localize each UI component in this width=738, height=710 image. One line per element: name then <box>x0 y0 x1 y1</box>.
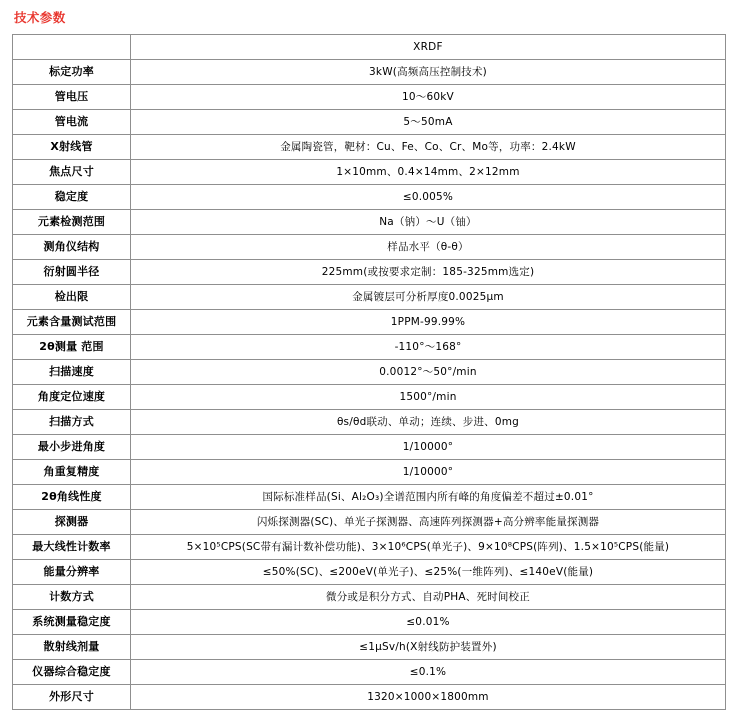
spec-value-cell: 1320×1000×1800mm <box>131 685 726 710</box>
table-row <box>13 260 726 285</box>
spec-label-cell: 能量分辨率 <box>13 560 131 585</box>
spec-label-cell: 仪器综合稳定度 <box>13 660 131 685</box>
spec-value-cell: 金属陶瓷管，靶材：Cu、Fe、Co、Cr、Mo等，功率：2.4kW <box>131 135 726 160</box>
table-row <box>13 60 726 85</box>
spec-label-cell: 外形尺寸 <box>13 685 131 710</box>
spec-label-cell: 管电流 <box>13 110 131 135</box>
table-row <box>13 660 726 685</box>
spec-label-cell: 角度定位速度 <box>13 385 131 410</box>
spec-label-cell: 扫描速度 <box>13 360 131 385</box>
spec-label-cell: 系统测量稳定度 <box>13 610 131 635</box>
spec-value-cell: 1/10000° <box>131 460 726 485</box>
spec-label-cell: 元素检测范围 <box>13 210 131 235</box>
spec-label-cell: 2θ测量 范围 <box>13 335 131 360</box>
spec-value-cell: 5×10⁵CPS(SC带有漏计数补偿功能)、3×10⁶CPS(单光子)、9×10⁸CPS(阵列)、1.5×10⁵CPS(能量) <box>131 535 726 560</box>
spec-value-cell: 3kW(高频高压控制技术) <box>131 60 726 85</box>
spec-value-cell: 5～50mA <box>131 110 726 135</box>
spec-value-cell: ≤0.01% <box>131 610 726 635</box>
table-row <box>13 510 726 535</box>
spec-value-cell: 1×10mm、0.4×14mm、2×12mm <box>131 160 726 185</box>
spec-label-cell: 管电压 <box>13 85 131 110</box>
spec-label-cell: 焦点尺寸 <box>13 160 131 185</box>
spec-value-cell: 金属镀层可分析厚度0.0025μm <box>131 285 726 310</box>
spec-value-cell: -110°～168° <box>131 335 726 360</box>
spec-value-cell: 1PPM-99.99% <box>131 310 726 335</box>
spec-value-cell: 1500°/min <box>131 385 726 410</box>
spec-value-cell: 0.0012°～50°/min <box>131 360 726 385</box>
table-row <box>13 635 726 660</box>
table-row <box>13 560 726 585</box>
spec-label-cell: 探测器 <box>13 510 131 535</box>
table-row <box>13 535 726 560</box>
table-row <box>13 335 726 360</box>
table-row <box>13 135 726 160</box>
spec-label-cell: 稳定度 <box>13 185 131 210</box>
page-title: 技术参数 <box>14 10 66 25</box>
table-row <box>13 610 726 635</box>
table-header-blank-cell <box>13 35 131 60</box>
spec-label-cell: 扫描方式 <box>13 410 131 435</box>
spec-label-cell: 检出限 <box>13 285 131 310</box>
specification-table <box>12 34 726 710</box>
spec-value-cell: 国际标准样品(Si、Al₂O₃)全谱范围内所有峰的角度偏差不超过±0.01° <box>131 485 726 510</box>
spec-label-cell: 角重复精度 <box>13 460 131 485</box>
table-row <box>13 160 726 185</box>
spec-value-cell: 微分或是积分方式、自动PHA、死时间校正 <box>131 585 726 610</box>
spec-label-cell: 衍射圆半径 <box>13 260 131 285</box>
spec-label-cell: X射线管 <box>13 135 131 160</box>
table-row <box>13 460 726 485</box>
spec-value-cell: Na（钠）～U（铀） <box>131 210 726 235</box>
table-row <box>13 485 726 510</box>
table-row <box>13 435 726 460</box>
spec-label-cell: 最小步进角度 <box>13 435 131 460</box>
spec-value-cell: ≤0.1% <box>131 660 726 685</box>
table-row <box>13 685 726 710</box>
spec-label-cell: 测角仪结构 <box>13 235 131 260</box>
table-row <box>13 310 726 335</box>
spec-value-cell: θs/θd联动、单动；连续、步进、0mg <box>131 410 726 435</box>
spec-value-cell: ≤1μSv/h(X射线防护装置外) <box>131 635 726 660</box>
table-row <box>13 585 726 610</box>
spec-value-cell: 225mm(或按要求定制：185-325mm选定) <box>131 260 726 285</box>
spec-label-cell: 2θ角线性度 <box>13 485 131 510</box>
table-row <box>13 185 726 210</box>
spec-label-cell: 最大线性计数率 <box>13 535 131 560</box>
spec-value-cell: ≤0.005% <box>131 185 726 210</box>
spec-label-cell: 标定功率 <box>13 60 131 85</box>
spec-label-cell: 散射线剂量 <box>13 635 131 660</box>
table-row <box>13 360 726 385</box>
table-header-row <box>13 35 726 60</box>
table-row <box>13 210 726 235</box>
table-row <box>13 285 726 310</box>
specification-table-body <box>13 35 726 710</box>
spec-value-cell: 10～60kV <box>131 85 726 110</box>
table-header-model-cell: XRDF <box>131 35 726 60</box>
table-row <box>13 385 726 410</box>
spec-value-cell: 样品水平（θ-θ） <box>131 235 726 260</box>
table-row <box>13 235 726 260</box>
table-row <box>13 410 726 435</box>
table-row <box>13 85 726 110</box>
table-row <box>13 110 726 135</box>
spec-value-cell: ≤50%(SC)、≤200eV(单光子)、≤25%(一维阵列)、≤140eV(能量) <box>131 560 726 585</box>
spec-value-cell: 1/10000° <box>131 435 726 460</box>
spec-label-cell: 元素含量测试范围 <box>13 310 131 335</box>
spec-value-cell: 闪烁探测器(SC)、单光子探测器、高速阵列探测器+高分辨率能量探测器 <box>131 510 726 535</box>
spec-label-cell: 计数方式 <box>13 585 131 610</box>
